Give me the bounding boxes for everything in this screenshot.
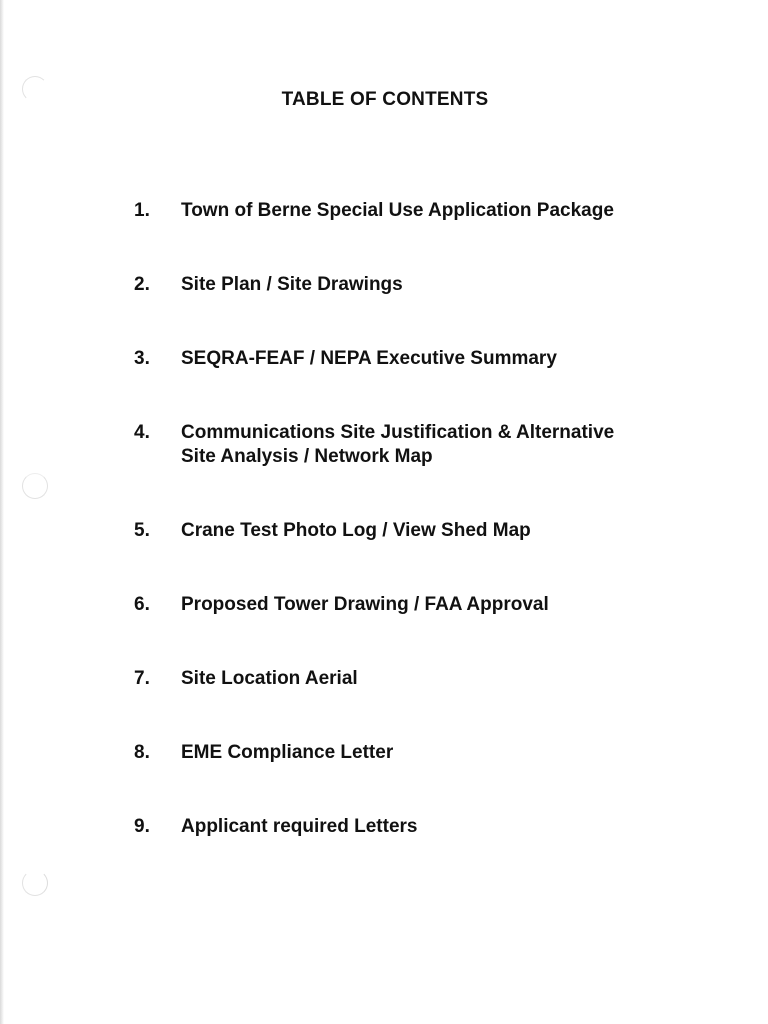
toc-item-line: Site Location Aerial xyxy=(181,668,358,689)
toc-item-number: 7. xyxy=(134,668,150,689)
toc-item-text xyxy=(181,421,701,469)
toc-item-text xyxy=(181,519,701,543)
toc-item-line: Site Analysis / Network Map xyxy=(181,446,433,467)
toc-item-line: Site Plan / Site Drawings xyxy=(181,274,403,295)
toc-item-text xyxy=(181,741,701,765)
toc-item-line: Crane Test Photo Log / View Shed Map xyxy=(181,520,531,541)
toc-item-number: 3. xyxy=(134,348,150,369)
toc-item-line: SEQRA-FEAF / NEPA Executive Summary xyxy=(181,348,557,369)
toc-item-text xyxy=(181,199,701,223)
toc-item-line: Applicant required Letters xyxy=(181,816,418,837)
toc-item-line: Town of Berne Special Use Application Package xyxy=(181,200,614,221)
toc-item-line: Communications Site Justification & Alternative xyxy=(181,422,615,443)
toc-item-number: 8. xyxy=(134,742,150,763)
toc-item-text xyxy=(181,593,701,617)
page-title: TABLE OF CONTENTS xyxy=(281,89,489,110)
toc-item-number: 2. xyxy=(134,274,150,295)
toc-item-number: 5. xyxy=(134,520,150,541)
toc-item-text xyxy=(181,273,701,297)
toc-item-number: 1. xyxy=(134,200,150,221)
page-edge xyxy=(0,0,4,1024)
binder-hole-bottom xyxy=(22,870,48,896)
toc-item-text xyxy=(181,815,701,839)
toc-item-text xyxy=(181,347,701,371)
toc-item-line: EME Compliance Letter xyxy=(181,742,394,763)
toc-item-number: 4. xyxy=(134,422,150,443)
toc-item-number: 6. xyxy=(134,594,150,615)
binder-hole-middle xyxy=(22,473,48,499)
toc-item-line: Proposed Tower Drawing / FAA Approval xyxy=(181,594,549,615)
toc-item-text xyxy=(181,667,701,691)
toc-item-number: 9. xyxy=(134,816,150,837)
